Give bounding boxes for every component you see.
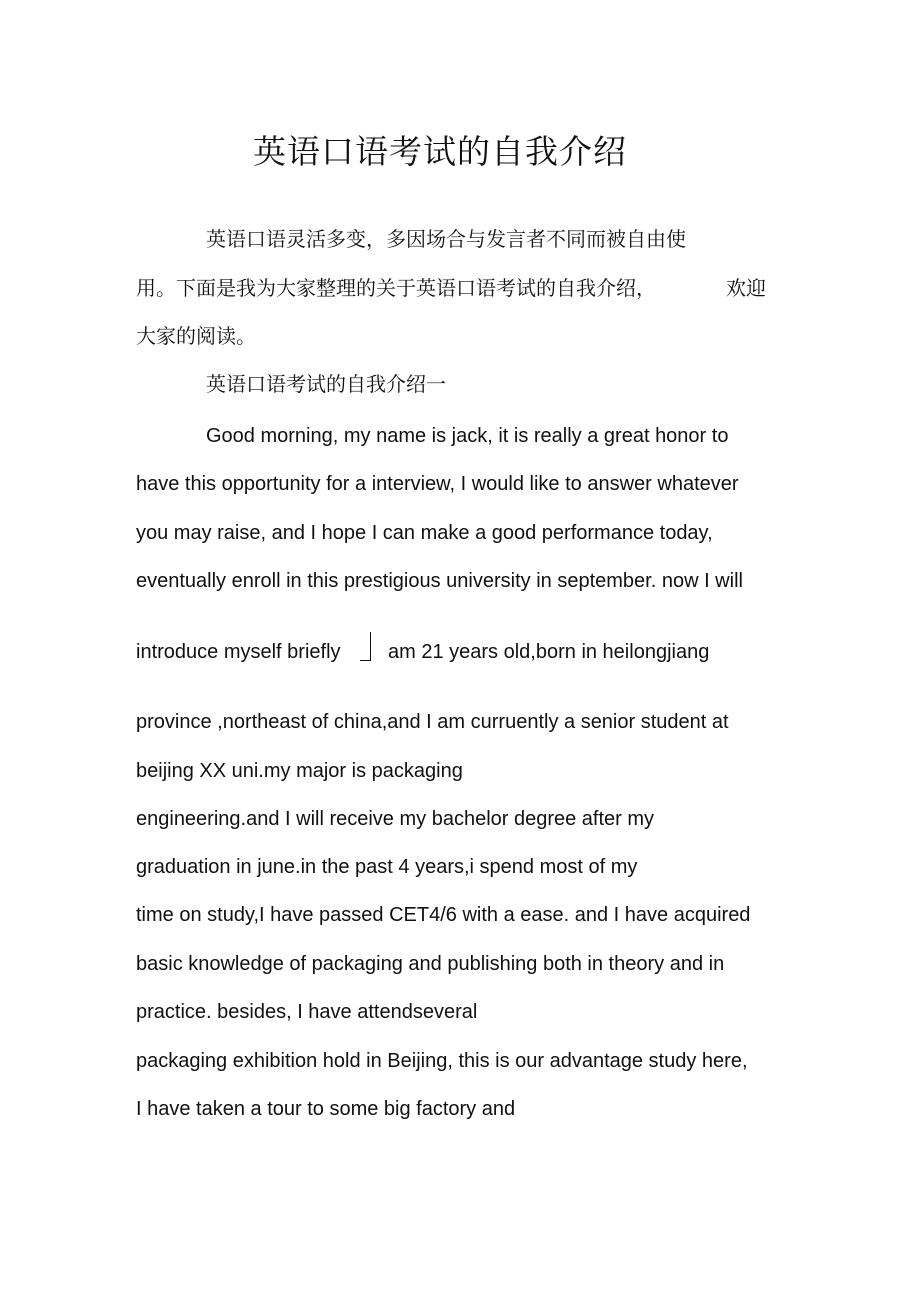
body-line-3: you may raise, and I hope I can make a good performance today, <box>136 522 713 544</box>
bracket-mark <box>360 632 371 661</box>
intro-line-3: 大家的阅读。 <box>136 324 256 348</box>
body-line-5: introduce myself briefly <box>136 641 341 663</box>
body-line-2: have this opportunity for a interview, I would like to answer whatever <box>136 473 739 495</box>
section-heading: 英语口语考试的自我介绍一 <box>206 372 446 396</box>
body-line-14: I have taken a tour to some big factory and <box>136 1098 516 1120</box>
body-line-13: packaging exhibition hold in Beijing, this is our advantage study here, <box>136 1050 748 1072</box>
body-line-9: graduation in june.in the past 4 years,i spend most of my <box>136 856 638 878</box>
body-line-8: engineering.and I will receive my bachelor degree after my <box>136 808 655 830</box>
body-line-7: beijing XX uni.my major is packaging <box>136 760 463 782</box>
body-line-1: Good morning, my name is jack, it is really a great honor to <box>206 425 729 447</box>
intro-line-2: 用。下面是我为大家整理的关于英语口语考试的自我介绍， <box>136 276 656 300</box>
document-title: 英语口语考试的自我介绍 <box>253 132 627 171</box>
intro-line-2-end: 欢迎 <box>726 276 766 300</box>
body-line-4: eventually enroll in this prestigious university in september. now I will <box>136 570 743 592</box>
body-line-10: time on study,I have passed CET4/6 with a ease. and I have acquired <box>136 904 751 926</box>
body-line-12: practice. besides, I have attendseveral <box>136 1001 478 1023</box>
intro-line-1: 英语口语灵活多变，多因场合与发言者不同而被自由使 <box>206 227 686 251</box>
body-line-6: province ,northeast of china,and I am curruently a senior student at <box>136 711 729 733</box>
body-line-11: basic knowledge of packaging and publishing both in theory and in <box>136 953 725 975</box>
body-line-5-end: am 21 years old,born in heilongjiang <box>388 641 710 663</box>
